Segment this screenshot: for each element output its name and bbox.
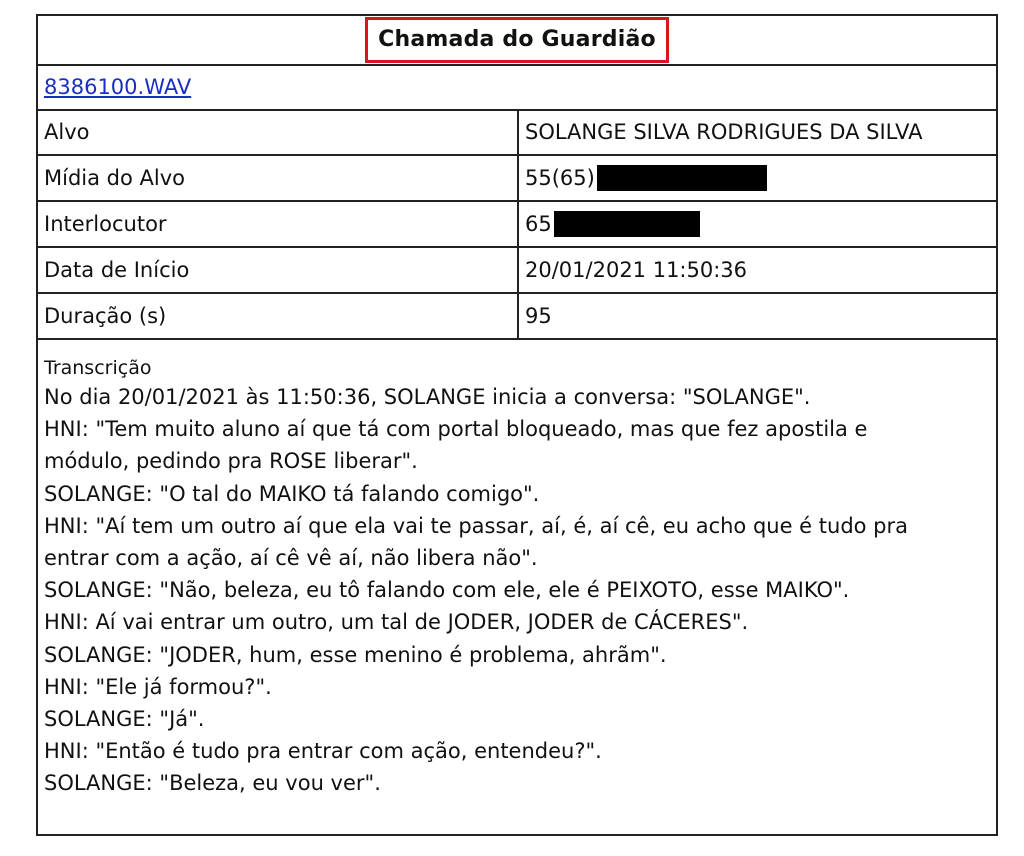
table-row (38, 155, 996, 201)
transcript-line: entrar com a ação, aí cê vê aí, não libera não". (44, 546, 538, 571)
transcript-line: HNI: "Aí tem um outro aí que ela vai te passar, aí, é, aí cê, eu acho que é tudo pra (44, 513, 909, 538)
audio-file-link[interactable]: 8386100.WAV (44, 74, 192, 99)
transcript-line: HNI: "Ele já formou?". (44, 674, 272, 699)
field-label-duracao: Duração (s) (38, 293, 518, 339)
table-row (38, 293, 996, 339)
transcript-line: SOLANGE: "Não, beleza, eu tô falando com ele, ele é PEIXOTO, esse MAIKO". (44, 578, 850, 603)
field-value-midia-cell (518, 155, 996, 201)
field-value-interlocutor: 65 (525, 212, 552, 236)
table-row (38, 247, 996, 293)
redaction-bar (554, 211, 700, 237)
call-metadata-table (38, 109, 996, 340)
table-row (38, 109, 996, 155)
field-value-alvo: SOLANGE SILVA RODRIGUES DA SILVA (518, 109, 996, 155)
transcript-line: HNI: Aí vai entrar um outro, um tal de JODER, JODER de CÁCERES". (44, 610, 749, 635)
field-value-duracao: 95 (518, 293, 996, 339)
file-link-row (38, 64, 996, 111)
transcript-line: SOLANGE: "Beleza, eu vou ver". (44, 771, 381, 796)
field-label-data-inicio: Data de Início (38, 247, 518, 293)
field-label-midia: Mídia do Alvo (38, 155, 518, 201)
transcript-section (38, 349, 996, 800)
title-row (38, 16, 996, 66)
transcript-line: SOLANGE: "JODER, hum, esse menino é problema, ahrãm". (44, 642, 667, 667)
redaction-bar (597, 165, 767, 191)
document-title: Chamada do Guardião (365, 17, 669, 63)
transcript-line: HNI: "Então é tudo pra entrar com ação, entendeu?". (44, 739, 602, 764)
transcript-line: módulo, pedindo pra ROSE liberar". (44, 449, 418, 474)
table-row (38, 201, 996, 247)
transcript-line: No dia 20/01/2021 às 11:50:36, SOLANGE inicia a conversa: "SOLANGE". (44, 385, 811, 409)
field-value-interlocutor-cell (518, 201, 996, 247)
field-value-midia: 55(65) (525, 166, 595, 190)
transcript-line: SOLANGE: "Já". (44, 707, 205, 732)
transcript-line: HNI: "Tem muito aluno aí que tá com portal bloqueado, mas que fez apostila e (44, 417, 868, 442)
transcript-heading: Transcrição (44, 357, 152, 379)
field-label-interlocutor: Interlocutor (38, 201, 518, 247)
field-label-alvo: Alvo (38, 109, 518, 155)
field-value-data-inicio: 20/01/2021 11:50:36 (518, 247, 996, 293)
call-record-document (36, 14, 998, 836)
transcript-line: SOLANGE: "O tal do MAIKO tá falando comigo". (44, 481, 540, 506)
